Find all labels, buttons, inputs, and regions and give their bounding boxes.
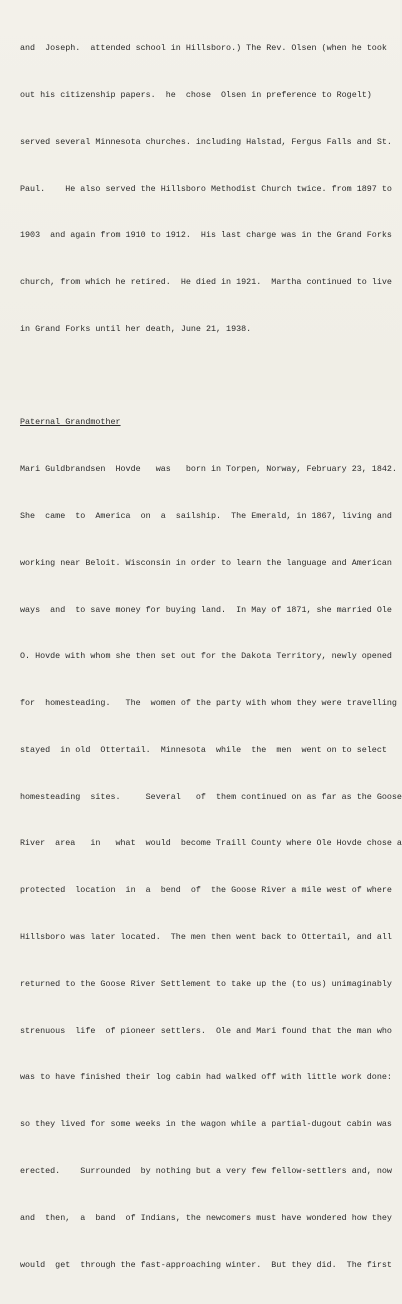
text-line: working near Beloit. Wisconsin in order to learn the language and American bbox=[20, 557, 392, 568]
text-line: River area in what would become Traill County where Ole Hovde chose a bbox=[20, 838, 402, 849]
text-line: church, from which he retired. He died in 1921. Martha continued to live bbox=[20, 277, 392, 288]
text-line: She came to America on a sailship. The Emerald, in 1867, living and bbox=[20, 511, 392, 521]
paragraph-gap bbox=[20, 369, 396, 385]
text-line: and Joseph. attended school in Hillsboro.) The Rev. Olsen (when he took bbox=[20, 43, 387, 54]
text-line: Paul. He also served the Hillsboro Methodist Church twice. from 1897 to bbox=[20, 183, 392, 194]
text-line: homesteading sites. Several of them continued on as far as the Goose bbox=[20, 791, 402, 802]
text-line: Hillsboro was later located. The men then went back to Ottertail, and all bbox=[20, 932, 392, 943]
text-line: erected. Surrounded by nothing but a very few fellow-settlers and, now bbox=[20, 1165, 392, 1176]
text-line: O. Hovde with whom she then set out for the Dakota Territory, newly opened bbox=[20, 651, 392, 662]
text-line: strenuous life of pioneer settlers. Ole and Mari found that the man who bbox=[20, 1025, 392, 1036]
text-line: in Grand Forks until her death, June 21, 1938. bbox=[20, 323, 252, 334]
text-line: stayed in old Ottertail. Minnesota while the men went on to select bbox=[20, 744, 387, 755]
text-line: was to have finished their log cabin had walked off with little work done: bbox=[20, 1072, 392, 1083]
section-heading: Paternal Grandmother bbox=[20, 417, 121, 428]
text-line: out his citizenship papers. he chose Olsen in preference to Rogelt) bbox=[20, 89, 372, 100]
text-line: returned to the Goose River Settlement to take up the (to us) unimaginably bbox=[20, 978, 392, 989]
text-line: served several Minnesota churches. including Halstad, Fergus Falls and St. bbox=[20, 136, 392, 147]
text-line: Mari Guldbrandsen Hovde was born in Torpen, Norway, February 23, 1842. bbox=[20, 464, 397, 475]
text-line: 1903 and again from 1910 to 1912. His last charge was in the Grand Forks bbox=[20, 230, 392, 241]
text-line: and then, a band of Indians, the newcomers must have wondered how they bbox=[20, 1212, 392, 1223]
text-line: protected location in a bend of the Goose River a mile west of where bbox=[20, 885, 392, 896]
document-text bbox=[20, 10, 402, 1304]
text-line: ways and to save money for buying land. In May of 1871, she married Ole bbox=[20, 604, 392, 615]
text-line: so they lived for some weeks in the wagon while a partial-dugout cabin was bbox=[20, 1119, 392, 1130]
text-line: would get through the fast-approaching winter. But they did. The first bbox=[20, 1259, 392, 1270]
text-line: for homesteading. The women of the party with whom they were travelling bbox=[20, 698, 397, 709]
